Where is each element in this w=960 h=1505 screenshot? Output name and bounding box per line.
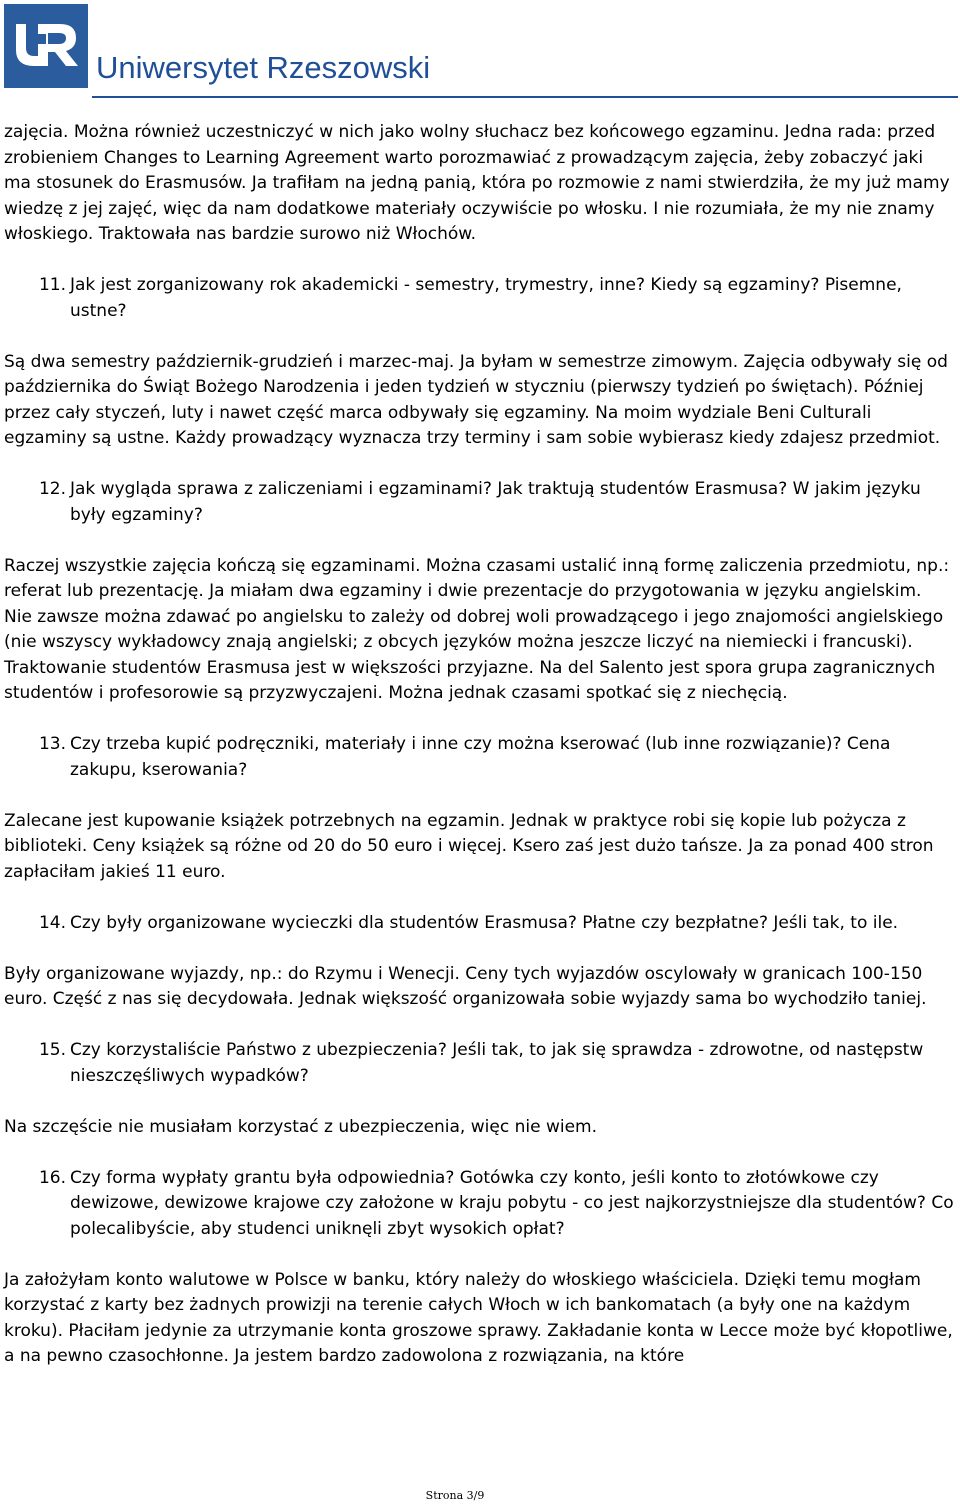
- answer-paragraph: Ja założyłam konto walutowe w Polsce w banku, który należy do włoskiego właściciela. Dzięki temu mogłam korzystać z karty bez żadnych prowizji na terenie całych Włoch w ich bankomatach (a były one na każdym kroku). Płaciłam jedynie za utrzymanie konta groszowe sprawy. Zakładanie konta w Lecce może być kłopotliwe, a na pewno czasochłonne. Ja jestem bardzo zadowolona z rozwiązania, na które: [4, 1269, 953, 1366]
- header-divider: [92, 96, 958, 98]
- opening-paragraph: zajęcia. Można również uczestniczyć w nich jako wolny słuchacz bez końcowego egzaminu. Jedna rada: przed zrobieniem Changes to Learning Agreement warto porozmawiać z prowadzącym zajęcia, żeby zobaczyć jaki ma stosunek do Erasmusów. Ja trafiłam na jedną panią, która po rozmowie z nami stwierdziła, że my już mamy wiedzę z jej zajęć, więc da nam dodatkowe materiały oczywiście po włosku. I nie rozumiała, że my nie znamy włoskiego. Traktowała nas bardzie surowo niż Włochów.: [4, 122, 950, 244]
- question-item: [4, 732, 954, 783]
- page-number: Strona 3/9: [425, 1489, 485, 1502]
- answer-paragraph: Raczej wszystkie zajęcia kończą się egzaminami. Można czasami ustalić inną formę zaliczenia przedmiotu, np.: referat lub prezentację. Ja miałam dwa egzaminy i dwie prezentacje do przygotowania w języku angielskim. Nie zawsze można zdawać po angielsku to zależy od dobrej woli prowadzącego i jego znajomości angielskiego (nie wszyscy wykładowcy znają angielski; z obcych języków można jeszcze liczyć na niemiecki i francuski). Traktowanie studentów Erasmusa jest w większości przyjazne. Na del Salento jest spora grupa zagranicznych studentów i profesorowie są przyzwyczajeni. Można jednak czasami spotkać się z niechęcią.: [4, 555, 950, 703]
- question-item: [4, 477, 954, 528]
- university-logo: [4, 4, 88, 88]
- question-item: [4, 1038, 954, 1089]
- question-number: 14.: [38, 912, 66, 933]
- answer-paragraph: Na szczęście nie musiałam korzystać z ubezpieczenia, więc nie wiem.: [4, 1116, 597, 1137]
- document-body: [4, 120, 954, 1370]
- question-text: Jak jest zorganizowany rok akademicki - semestry, trymestry, inne? Kiedy są egzaminy? Pisemne, ustne?: [70, 275, 902, 321]
- question-text: Czy forma wypłaty grantu była odpowiednia? Gotówka czy konto, jeśli konto to złotówkowe czy dewizowe, dewizowe krajowe czy założone w kraju pobytu - co jest najkorzystniejsze dla studentów? Co polecalibyście, aby studenci uniknęli zbyt wysokich opłat?: [70, 1167, 954, 1239]
- question-text: Czy korzystaliście Państwo z ubezpieczenia? Jeśli tak, to jak się sprawdza - zdrowotne, od następstw nieszczęśliwych wypadków?: [70, 1040, 924, 1086]
- question-text: Jak wygląda sprawa z zaliczeniami i egzaminami? Jak traktują studentów Erasmusa? W jakim języku były egzaminy?: [70, 479, 921, 525]
- page-header: [4, 4, 958, 96]
- answer-paragraph: Były organizowane wyjazdy, np.: do Rzymu i Wenecji. Ceny tych wyjazdów oscylowały w granicach 100-150 euro. Część z nas się decydowała. Jednak większość organizowała sobie wyjazdy sama bo wychodziło taniej.: [4, 963, 927, 1009]
- question-number: 16.: [38, 1167, 66, 1188]
- answer-paragraph: Zalecane jest kupowanie książek potrzebnych na egzamin. Jednak w praktyce robi się kopie lub pożycza z biblioteki. Ceny książek są różne od 20 do 50 euro i więcej. Ksero zaś jest dużo tańsze. Ja za ponad 400 stron zapłaciłam jakieś 11 euro.: [4, 810, 934, 882]
- question-number: 12.: [38, 479, 66, 499]
- question-text: Czy trzeba kupić podręczniki, materiały i inne czy można kserować (lub inne rozwiązanie)? Cena zakupu, kserowania?: [70, 734, 891, 780]
- answer-paragraph: Są dwa semestry październik-grudzień i marzec-maj. Ja byłam w semestrze zimowym. Zajęcia odbywały się od października do Świąt Bożego Narodzenia i jeden tydzień w styczniu (pierwszy tydzień po świętach). Później przez cały styczeń, luty i nawet część marca odbywały się egzaminy. Na moim wydziale Beni Culturali egzaminy są ustne. Każdy prowadzący wyznacza trzy terminy i sam sobie wybierasz kiedy zdajesz przedmiot.: [4, 351, 948, 448]
- question-text: Czy były organizowane wycieczki dla studentów Erasmusa? Płatne czy bezpłatne? Jeśli tak, to ile.: [70, 912, 899, 933]
- question-number: 15.: [38, 1040, 66, 1060]
- university-name: Uniwersytet Rzeszowski: [96, 50, 431, 85]
- question-item: [4, 273, 954, 324]
- question-item: [4, 1166, 954, 1243]
- question-item: [4, 911, 954, 937]
- question-number: 13.: [38, 734, 66, 754]
- question-number: 11.: [38, 275, 66, 295]
